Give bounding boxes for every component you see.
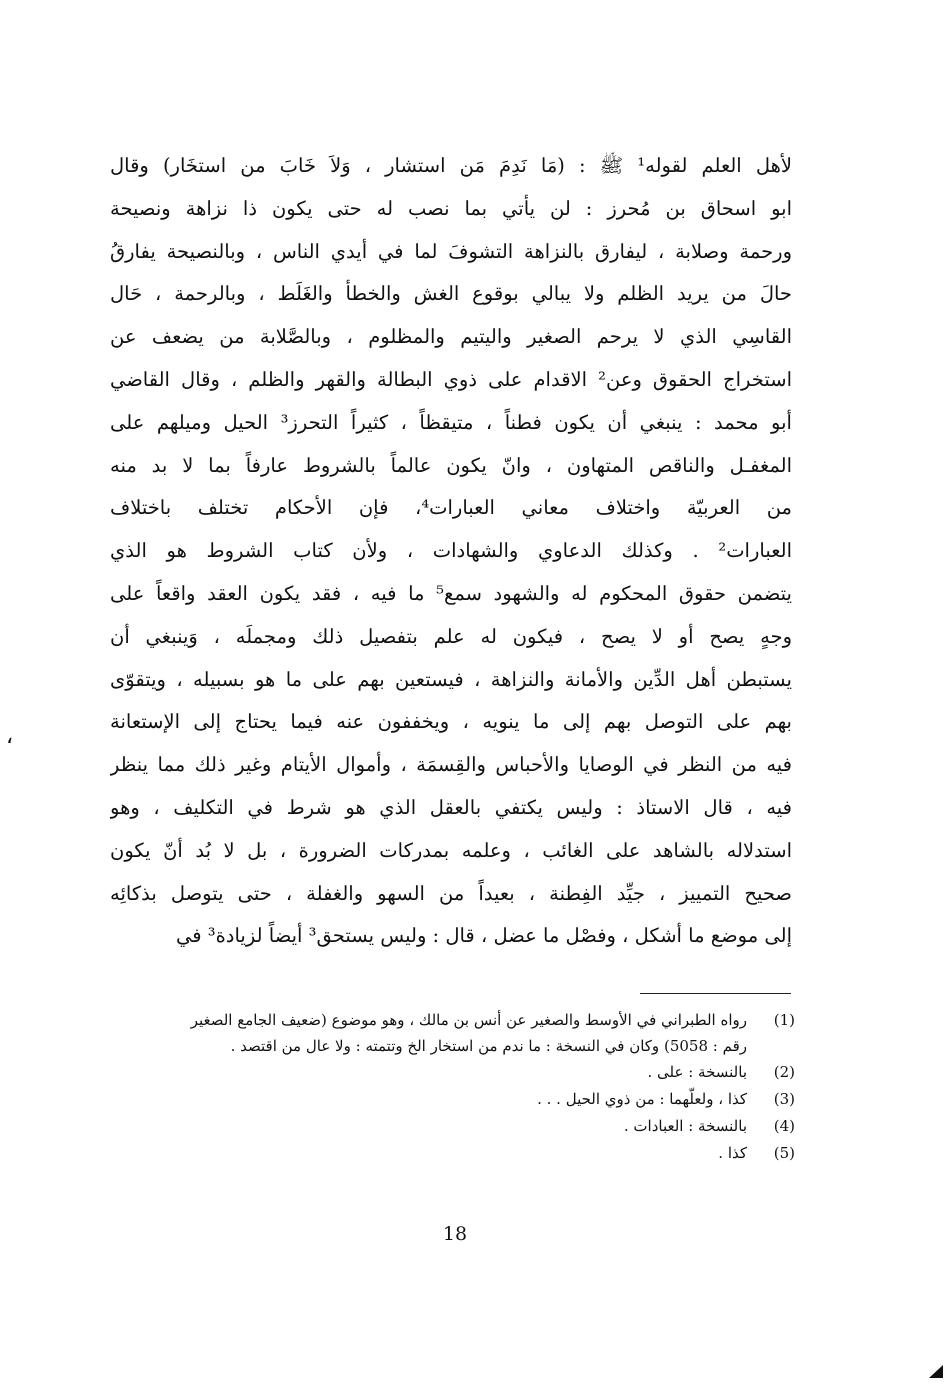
footnote-number: (3): [773, 1090, 795, 1108]
footnote-line: كذا .: [718, 1144, 747, 1162]
footnote-text: [150, 1086, 747, 1113]
body-text: [110, 145, 792, 958]
body-line: حالَ من يريد الظلم ولا يبالي بوقوع الغش والخطأ والغَلَط ، وبالرحمة ، حَال: [110, 282, 792, 306]
body-line: المغفـل والناقص المتهاون ، وانّ يكون عالماً بالشروط عارفاً بما لا بد منه: [110, 453, 792, 477]
body-line: القاسِي الذي لا يرحم الصغير واليتيم والمظلوم ، وبالصَّلابة من يضعف عن: [110, 325, 792, 349]
footnote-item: [150, 1086, 795, 1113]
body-line: استخراج الحقوق وعن² الاقدام على ذوي البطالة والقهر والظلم ، وقال القاضي: [110, 367, 792, 391]
body-line: ابو اسحاق بن مُحرز : لن يأتي بما نصب له حتى يكون ذا نزاهة ونصيحة: [110, 196, 792, 220]
body-line: إلى موضع ما أشكل ، وفصْل ما عضل ، قال : وليس يستحق³ أيضاً لزيادة³ في: [175, 924, 792, 948]
footnote-item: [150, 1007, 795, 1059]
footnote-number: (4): [773, 1117, 795, 1135]
footnote-item: [150, 1059, 795, 1086]
body-line: لأهل العلم لقوله¹ ﷺ : (مَا نَدِمَ مَن استشار ، وَلاَ خَابَ من استخَار) وقال: [110, 154, 792, 177]
footnote-line: رقم : 5058) وكان في النسخة : ما ندم من استخار الخ وتتمته : ولا عال من اقتصد .: [230, 1037, 747, 1055]
footnote-item: [150, 1113, 795, 1140]
footnote-text: [150, 1113, 747, 1140]
footnote-number: (5): [773, 1144, 795, 1162]
footnote-item: [150, 1140, 795, 1167]
footnote-line: كذا ، ولعلّهما : من ذوي الحيل . . .: [537, 1090, 747, 1108]
footnote-number: (2): [773, 1063, 795, 1081]
footnote-line: بالنسخة : العبادات .: [623, 1117, 747, 1135]
body-line: العبارات² . وكذلك الدعاوي والشهادات ، ولأن كتاب الشروط هو الذي: [110, 539, 792, 563]
page-number: 18: [442, 1223, 468, 1245]
footnote-text: [150, 1059, 747, 1086]
corner-triangle-mark: [929, 1365, 943, 1378]
body-line: استدلاله بالشاهد على الغائب ، وعلمه بمدركات الضرورة ، بل لا بُد أنّ يكون: [110, 838, 792, 862]
body-line: أبو محمد : ينبغي أن يكون فطناً ، متيقظاً ، كثيراً التحرز³ الحيل وميلهم على: [110, 410, 792, 434]
footnote-line: رواه الطبراني في الأوسط والصغير عن أنس بن مالك ، وهو موضوع (ضعيف الجامع الصغير: [190, 1011, 747, 1029]
body-line: يستبطن أهل الدِّين والأمانة والنزاهة ، فيستعين بهم على ما هو بسبيله ، ويتقوّى: [110, 667, 792, 691]
body-line: بهم على التوصل بهم إلى ما ينويه ، ويخففون عنه فيما يحتاج إلى الإستعانة: [110, 710, 792, 734]
body-line: ورحمة وصلابة ، ليفارق بالنزاهة التشوفَ لما في أيدي الناس ، وبالنصيحة يفارقُ: [110, 239, 792, 263]
body-line: فيه ، قال الاستاذ : وليس يكتفي بالعقل الذي هو شرط في التكليف ، وهو: [110, 795, 792, 819]
footnote-text: [150, 1007, 747, 1059]
footnote-text: [150, 1140, 747, 1167]
footnote-line: بالنسخة : على .: [647, 1063, 747, 1081]
body-line: فيه من النظر في الوصايا والأحباس والقِسمَة ، وأموال الأيتام وغير ذلك مما ينظر: [110, 753, 792, 777]
footnote-divider: [640, 993, 791, 994]
body-line: من العربيّة واختلاف معاني العبارات⁴، فإن الأحكام تختلف باختلاف: [110, 496, 792, 520]
body-line: صحيح التمييز ، جيِّد الفِطنة ، بعيداً من السهو والغفلة ، حتى يتوصل بذكائِه: [110, 881, 792, 905]
margin-mark: ،: [6, 724, 14, 749]
footnote-number: (1): [773, 1011, 795, 1029]
body-line: يتضمن حقوق المحكوم له والشهود سمع⁵ ما فيه ، فقد يكون العقد واقعاً على: [110, 581, 792, 605]
body-line: وجهٍ يصح أو لا يصح ، فيكون له علم بتفصيل ذلك ومجملَه ، وَينبغي أن: [110, 624, 792, 648]
footnotes: [150, 1007, 795, 1167]
